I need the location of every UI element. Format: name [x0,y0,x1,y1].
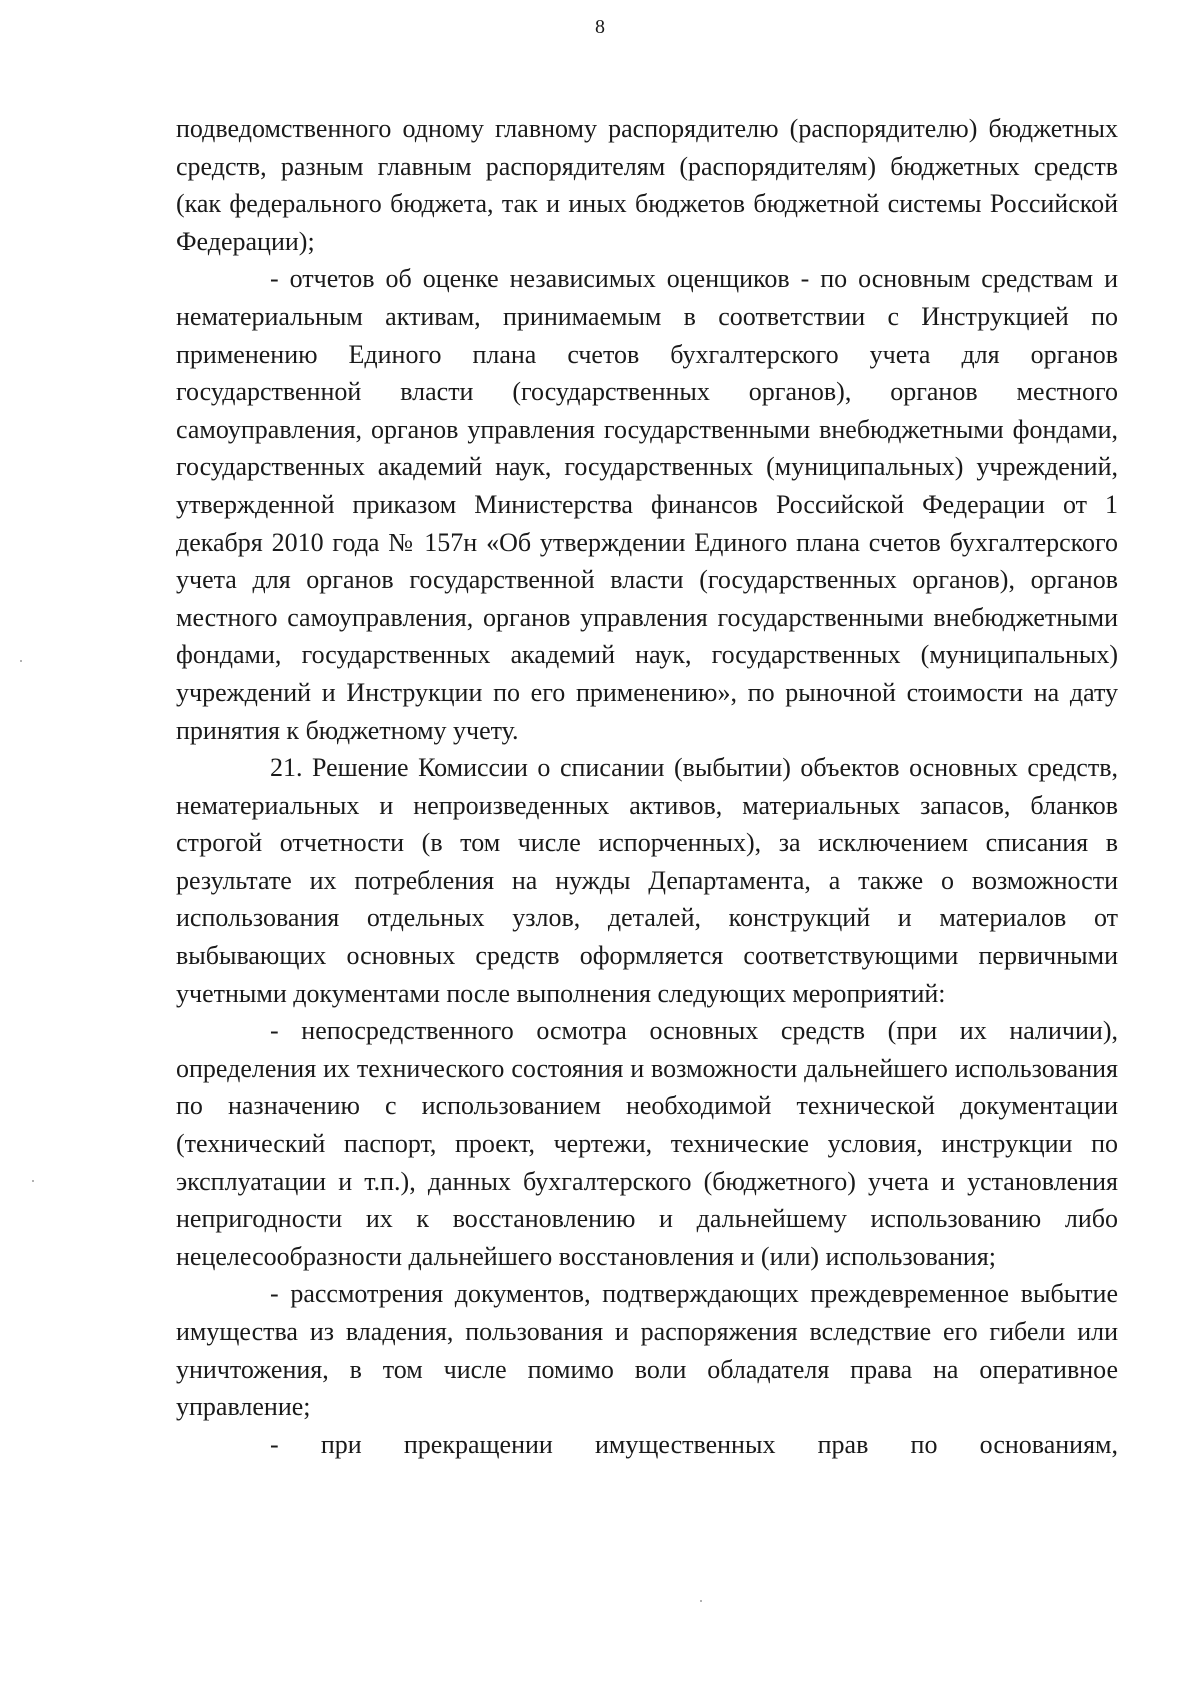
paragraph-review-documents: - рассмотрения документов, подтверждающих преждевременное выбытие имущества из владения, пользования и распоряжения вследствие его гибели или уничтожения, в том числе помимо воли обладателя права на оперативное управление; [176,1279,1118,1422]
scan-speck [32,1180,34,1182]
paragraph-independent-appraisers: - отчетов об оценке независимых оценщиков - по основным средствам и нематериальным активам, принимаемым в соответствии с Инструкцией по применению Единого плана счетов бухгалтерского учета для органов государственной власти (государственных органов), органов местного самоуправления, органов управления государственными внебюджетными фондами, государственных академий наук, государственных (муниципальных) учреждений, утвержденной приказом Министерства финансов Российской Федерации от 1 декабря 2010 года № 157н «Об утверждении Единого плана счетов бухгалтерского учета для органов государственной власти (государственных органов), органов местного самоуправления, органов управления государственными внебюджетными фондами, государственных академий наук, государственных (муниципальных) учреждений и Инструкции по его применению», по рыночной стоимости на дату принятия к бюджетному учету. [176,264,1118,745]
document-body [176,110,1118,1463]
paragraph-item-21: 21. Решение Комиссии о списании (выбытии) объектов основных средств, нематериальных и непроизведенных активов, материальных запасов, бланков строгой отчетности (в том числе испорченных), за исключением списания в результате их потребления на нужды Департамента, а также о возможности использования отдельных узлов, деталей, конструкций и материалов от выбывающих основных средств оформляется соответствующими первичными учетными документами после выполнения следующих мероприятий: [176,753,1118,1008]
paragraph-continuation: подведомственного одному главному распорядителю (распорядителю) бюджетных средств, разным главным распорядителям (распорядителям) бюджетных средств (как федерального бюджета, так и иных бюджетов бюджетной системы Российской Федерации); [176,114,1118,256]
paragraph-termination-rights: - при прекращении имущественных прав по основаниям, [270,1429,1118,1459]
scan-speck [700,1600,702,1602]
paragraph-inspection: - непосредственного осмотра основных средств (при их наличии), определения их технического состояния и возможности дальнейшего использования по назначению с использованием необходимой технической документации (технический паспорт, проект, чертежи, технические условия, инструкции по эксплуатации и т.п.), данных бухгалтерского (бюджетного) учета и установления непригодности их к восстановлению и дальнейшему использованию либо нецелесообразности дальнейшего восстановления и (или) использования; [176,1016,1118,1271]
scan-speck [20,660,22,662]
page-number: 8 [595,16,605,38]
